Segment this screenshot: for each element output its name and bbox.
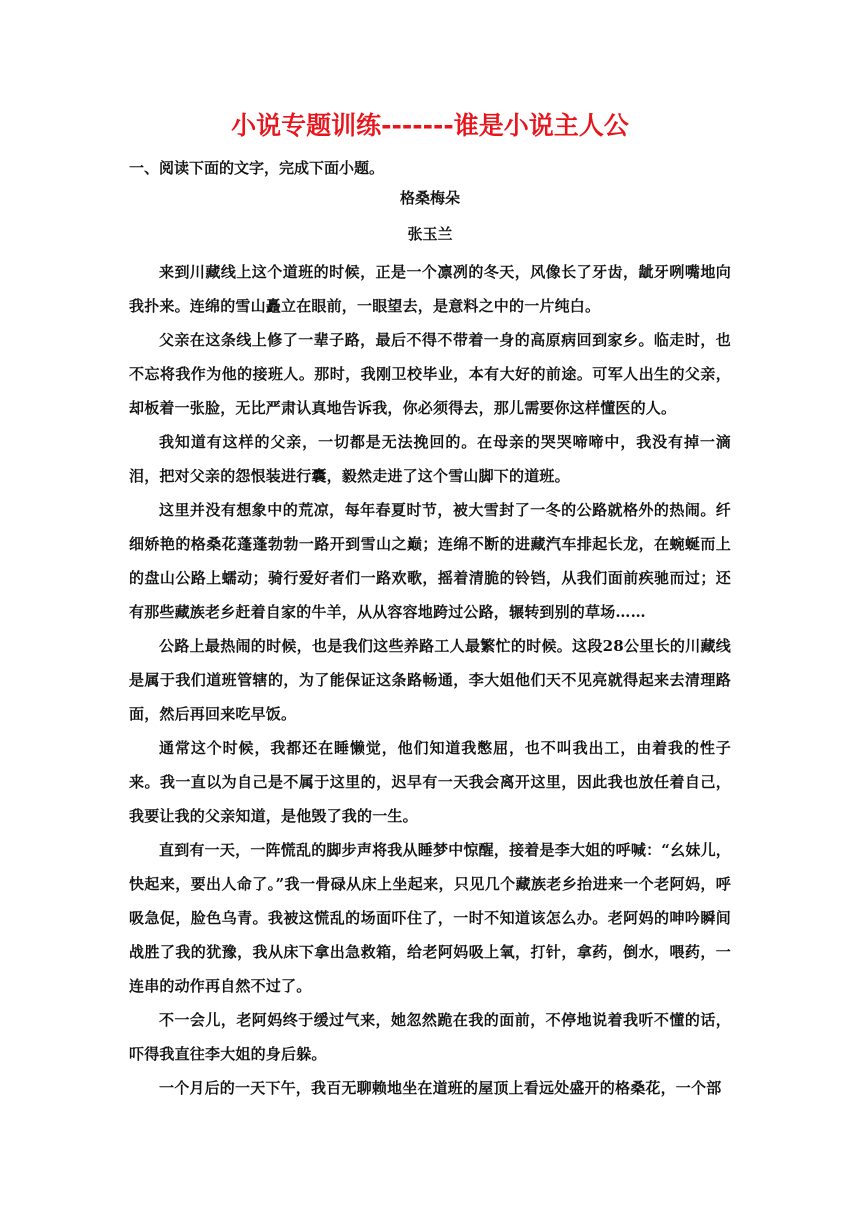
paragraph: 父亲在这条线上修了一辈子路，最后不得不带着一身的高原病回到家乡。临走时，也不忘将我作为他的接班人。那时，我刚卫校毕业，本有大好的前途。可军人出生的父亲，却板着一张脸，无比严肃认真地告诉我，你必须得去，那儿需要你这样懂医的人。 bbox=[129, 331, 731, 417]
paragraph: 通常这个时候，我都还在睡懒觉，他们知道我憋屈，也不叫我出工，由着我的性子来。我一直以为自己是不属于这里的，迟早有一天我会离开这里，因此我也放任着自己，我要让我的父亲知道，是他毁了我的一生。 bbox=[129, 739, 731, 825]
story-author: 张玉兰 bbox=[407, 225, 453, 243]
paragraph: 不一会儿，老阿妈终于缓过气来，她忽然跪在我的面前，不停地说着我听不懂的话，吓得我直往李大姐的身后躲。 bbox=[129, 1011, 731, 1063]
story-body bbox=[129, 255, 731, 1105]
paragraph: 一个月后的一天下午，我百无聊赖地坐在道班的屋顶上看远处盛开的格桑花，一个部 bbox=[159, 1079, 722, 1097]
section-heading: 一、阅读下面的文字，完成下面小题。 bbox=[129, 159, 385, 177]
paragraph: 直到有一天，一阵慌乱的脚步声将我从睡梦中惊醒，接着是李大姐的呼喊：“幺妹儿，快起来，要出人命了。”我一骨碌从床上坐起来，只见几个藏族老乡抬进来一个老阿妈，呼吸急促，脸色乌青。我被这慌乱的场面吓住了，一时不知道该怎么办。老阿妈的呻吟瞬间战胜了我的犹豫，我从床下拿出急救箱，给老阿妈吸上氧，打针，拿药，倒水，喂药，一连串的动作再自然不过了。 bbox=[129, 841, 731, 995]
story-title: 格桑梅朵 bbox=[399, 189, 460, 207]
paragraph: 这里并没有想象中的荒凉，每年春夏时节，被大雪封了一冬的公路就格外的热闹。纤细娇艳的格桑花蓬蓬勃勃一路开到雪山之巅；连绵不断的进藏汽车排起长龙，在蜿蜒而上的盘山公路上蠕动；骑行爱好者们一路欢歌，摇着清脆的铃铛，从我们面前疾驰而过；还有那些藏族老乡赶着自家的牛羊，从从容容地跨过公路，辗转到别的草场…… bbox=[129, 501, 731, 621]
paragraph: 来到川藏线上这个道班的时候，正是一个凛冽的冬天，风像长了牙齿，龇牙咧嘴地向我扑来。连绵的雪山矗立在眼前，一眼望去，是意料之中的一片纯白。 bbox=[129, 263, 731, 315]
paragraph: 我知道有这样的父亲，一切都是无法挽回的。在母亲的哭哭啼啼中，我没有掉一滴泪，把对父亲的怨恨装进行囊，毅然走进了这个雪山脚下的道班。 bbox=[129, 433, 731, 485]
document-title: 小说专题训练-------谁是小说主人公 bbox=[231, 111, 629, 140]
paragraph: 公路上最热闹的时候，也是我们这些养路工人最繁忙的时候。这段28公里长的川藏线是属于我们道班管辖的，为了能保证这条路畅通，李大姐他们天不见亮就得起来去清理路面，然后再回来吃早饭。 bbox=[129, 637, 731, 723]
